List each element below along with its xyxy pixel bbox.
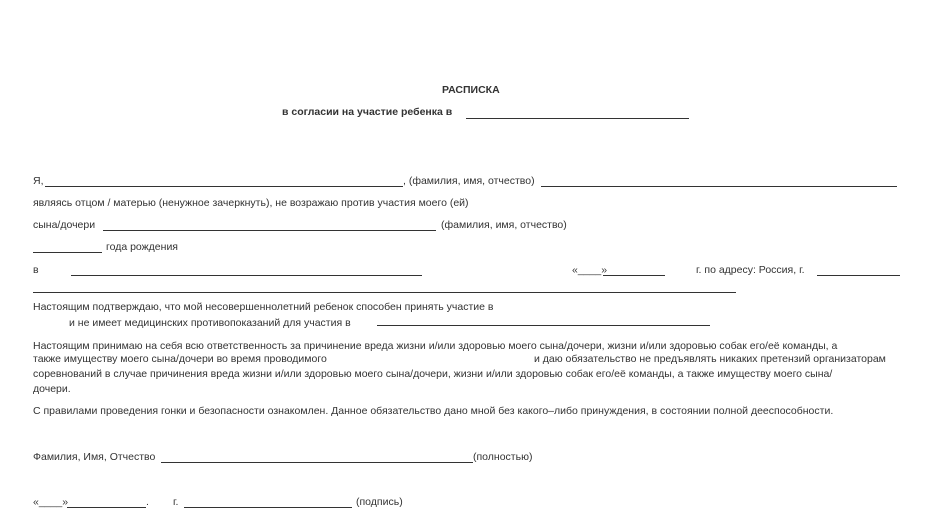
document-title: РАСПИСКА (442, 84, 500, 96)
parent-extra-field[interactable] (541, 186, 897, 187)
residence-field[interactable] (71, 275, 422, 276)
para3-text: С правилами проведения гонки и безопасности ознакомлен. Данное обязательство дано мной без какого–либо принуждения, в состоянии полной дееспособности. (33, 405, 834, 417)
row5-date-quote: «____» (572, 264, 608, 276)
row5-address-label: г. по адресу: Россия, г. (696, 264, 805, 276)
date-row-open: «____» (33, 496, 69, 508)
para1-line1: Настоящим подтверждаю, что мой несовершеннолетний ребенок способен принять участие в (33, 301, 494, 313)
full-name-field[interactable] (161, 462, 473, 463)
para2-line1: Настоящим принимаю на себя всю ответственность за причинение вреда жизни и/или здоровью моего сына/дочери, жизни и/или здоровью собак его/её команды, а (33, 340, 838, 352)
city-field[interactable] (817, 275, 900, 276)
row2-text: являясь отцом / матерью (ненужное зачеркнуть), не возражаю против участия моего (ей) (33, 197, 469, 209)
parent-fio-field[interactable] (45, 186, 403, 187)
date-row-sign: (подпись) (356, 496, 403, 508)
para2-line2a: также имуществу моего сына/дочери во время проводимого (33, 353, 327, 365)
signature-field[interactable] (184, 507, 352, 508)
row1-prefix: Я, (33, 175, 44, 187)
birth-year-label: года рождения (106, 241, 178, 253)
para1-line2: и не имеет медицинских противопоказаний для участия в (69, 317, 351, 329)
row5-date-field[interactable] (603, 275, 665, 276)
child-fio-label: (фамилия, имя, отчество) (441, 219, 567, 231)
sign-row-suffix: (полностью) (473, 451, 533, 463)
row5-prefix: в (33, 264, 39, 276)
birth-year-field[interactable] (33, 252, 102, 253)
parent-fio-label: , (фамилия, имя, отчество) (403, 175, 535, 187)
para2-line3: соревнований в случае причинения вреда жизни и/или здоровью моего сына/дочери, жизни и/или здоровью собак его/её команды, а также имуществу моего сына/ (33, 368, 833, 380)
para2-line2b: и даю обязательство не предъявлять никаких претензий организаторам (534, 353, 886, 365)
child-fio-field[interactable] (103, 230, 436, 231)
document-subtitle: в согласии на участие ребенка в (282, 106, 453, 118)
row3-prefix: сына/дочери (33, 219, 96, 231)
para2-line4: дочери. (33, 383, 71, 395)
date-row-dot: . (146, 496, 149, 508)
event-name-field[interactable] (466, 118, 689, 119)
address-line-field[interactable] (33, 292, 736, 293)
competition-name-field[interactable] (377, 325, 710, 326)
sign-row-label: Фамилия, Имя, Отчество (33, 451, 156, 463)
date-month-field[interactable] (67, 507, 146, 508)
date-row-city: г. (173, 496, 179, 508)
